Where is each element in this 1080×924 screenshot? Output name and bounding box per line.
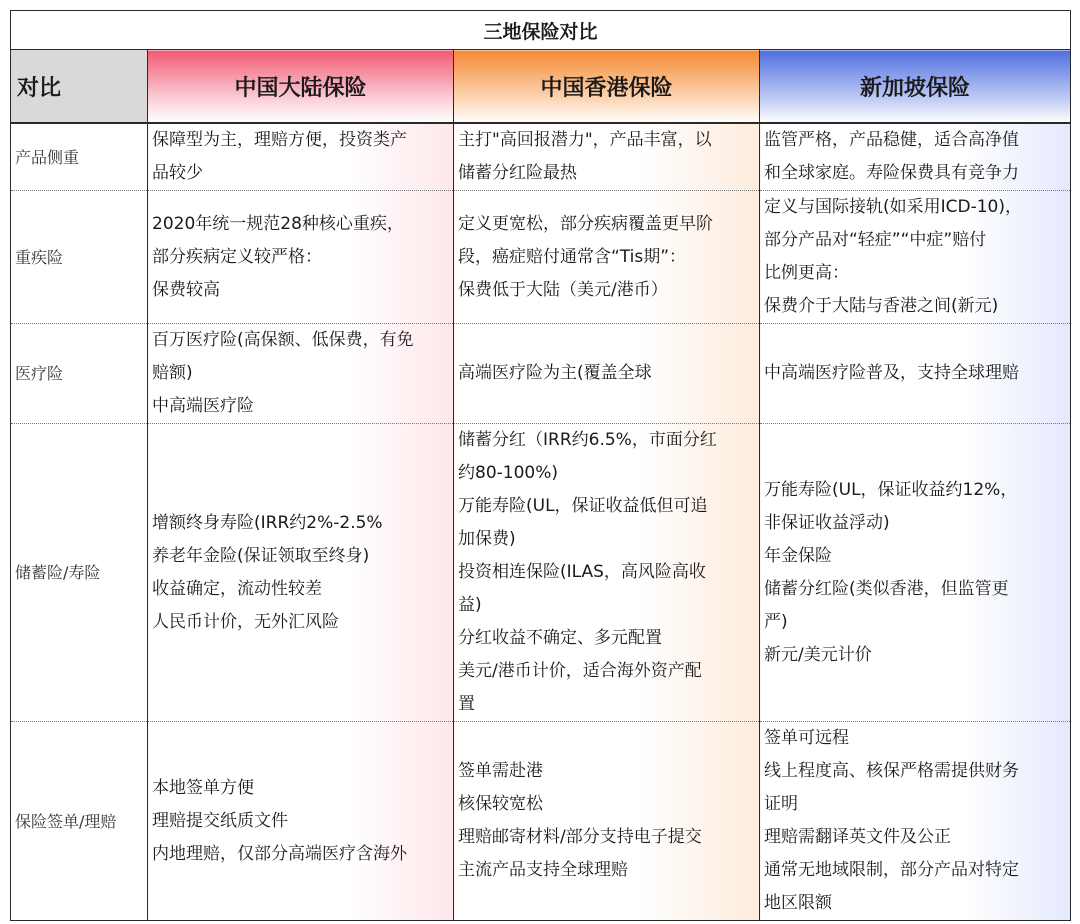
cell-line: 约80-100%) [458, 463, 558, 483]
comparison-table [10, 10, 1071, 921]
cell-line: 和全球家庭。寿险保费具有竞争力 [764, 163, 1019, 183]
cell-singapore [760, 123, 1071, 191]
table-row [11, 324, 1071, 424]
cell-line: 益) [458, 595, 482, 615]
cell-line: 养老年金险(保证领取至终身) [152, 545, 370, 566]
cell-line: 定义更宽松，部分疾病覆盖更早阶 [458, 213, 713, 234]
cell-line: 储蓄分红（IRR约6.5%，市面分红 [458, 430, 717, 450]
comparison-table-wrapper [10, 10, 1070, 921]
cell-line: 高端医疗险为主(覆盖全球 [458, 363, 652, 383]
cell-line: 核保较宽松 [458, 794, 543, 814]
cell-mainland [148, 722, 454, 921]
cell-line: 主打"高回报潜力"，产品丰富，以 [458, 130, 712, 150]
row-label: 重疾险 [11, 191, 148, 324]
cell-line: 人民币计价，无外汇风险 [152, 611, 339, 632]
row-label: 医疗险 [11, 324, 148, 424]
cell-line: 本地签单方便 [152, 777, 254, 798]
cell-line: 品较少 [152, 163, 203, 183]
cell-line: 投资相连保险(ILAS，高风险高收 [458, 562, 706, 582]
header-row [11, 50, 1071, 124]
cell-hongkong [454, 722, 760, 921]
cell-hongkong [454, 123, 760, 191]
cell-line: 2020年统一规范28种核心重疾， [152, 213, 404, 234]
cell-line: 证明 [764, 794, 798, 814]
cell-line: 万能寿险(UL，保证收益低但可追 [458, 496, 708, 516]
cell-line: 理赔需翻译英文件及公正 [764, 827, 951, 847]
cell-mainland [148, 424, 454, 722]
cell-line: 中高端医疗险 [152, 396, 254, 416]
cell-line: 保费较高 [152, 279, 220, 300]
cell-line: 定义与国际接轨(如采用ICD-10)， [764, 197, 1023, 217]
cell-line: 监管严格，产品稳健，适合高净值 [764, 130, 1019, 150]
table-row [11, 123, 1071, 191]
cell-line: 收益确定，流动性较差 [152, 578, 322, 599]
cell-mainland [148, 123, 454, 191]
table-row [11, 722, 1071, 921]
cell-line: 加保费) [458, 529, 516, 549]
cell-singapore [760, 424, 1071, 722]
cell-line: 线上程度高、核保严格需提供财务 [764, 761, 1019, 781]
cell-line: 理赔提交纸质文件 [152, 810, 288, 831]
cell-line: 部分疾病定义较严格： [152, 246, 322, 267]
cell-line: 中高端医疗险普及，支持全球理赔 [764, 363, 1019, 383]
cell-line: 比例更高： [764, 263, 849, 283]
cell-line: 年金保险 [764, 545, 832, 566]
cell-singapore [760, 722, 1071, 921]
cell-line: 地区限额 [764, 893, 832, 913]
header-mainland: 中国大陆保险 [148, 50, 454, 124]
cell-line: 百万医疗险(高保额、低保费，有免 [152, 330, 414, 350]
cell-line: 保障型为主，理赔方便，投资类产 [152, 130, 407, 150]
table-row [11, 424, 1071, 722]
cell-singapore [760, 191, 1071, 324]
row-label: 保险签单/理赔 [11, 722, 148, 921]
table-row [11, 191, 1071, 324]
header-hongkong: 中国香港保险 [454, 50, 760, 124]
cell-hongkong [454, 324, 760, 424]
cell-line: 分红收益不确定、多元配置 [458, 628, 662, 648]
header-singapore: 新加坡保险 [760, 50, 1071, 124]
cell-line: 新元/美元计价 [764, 644, 872, 665]
cell-hongkong [454, 191, 760, 324]
cell-line: 理赔邮寄材料/部分支持电子提交 [458, 827, 702, 847]
header-compare: 对比 [11, 50, 148, 124]
cell-line: 通常无地域限制，部分产品对特定 [764, 860, 1019, 880]
cell-line: 增额终身寿险(IRR约2%-2.5% [152, 512, 383, 533]
cell-line: 签单需赴港 [458, 761, 543, 781]
cell-line: 储蓄分红险最热 [458, 163, 577, 183]
cell-line: 非保证收益浮动) [764, 512, 890, 533]
cell-line: 严) [764, 611, 788, 632]
cell-line: 赔额) [152, 363, 193, 383]
cell-line: 万能寿险(UL，保证收益约12%， [764, 479, 1018, 500]
row-label: 产品侧重 [11, 123, 148, 191]
cell-hongkong [454, 424, 760, 722]
cell-line: 保费介于大陆与香港之间(新元) [764, 296, 999, 316]
cell-line: 签单可远程 [764, 728, 849, 748]
cell-line: 部分产品对“轻症”“中症”赔付 [764, 230, 987, 250]
cell-singapore [760, 324, 1071, 424]
cell-line: 主流产品支持全球理赔 [458, 860, 628, 880]
cell-line: 储蓄分红险(类似香港，但监管更 [764, 578, 1009, 599]
table-title: 三地保险对比 [11, 11, 1071, 50]
cell-line: 段，癌症赔付通常含“Tis期”： [458, 246, 687, 267]
cell-line: 美元/港币计价，适合海外资产配 [458, 661, 702, 681]
cell-line: 保费低于大陆（美元/港币） [458, 279, 668, 300]
cell-mainland [148, 191, 454, 324]
row-label: 储蓄险/寿险 [11, 424, 148, 722]
cell-mainland [148, 324, 454, 424]
cell-line: 内地理赔，仅部分高端医疗含海外 [152, 843, 407, 864]
cell-line: 置 [458, 694, 475, 714]
